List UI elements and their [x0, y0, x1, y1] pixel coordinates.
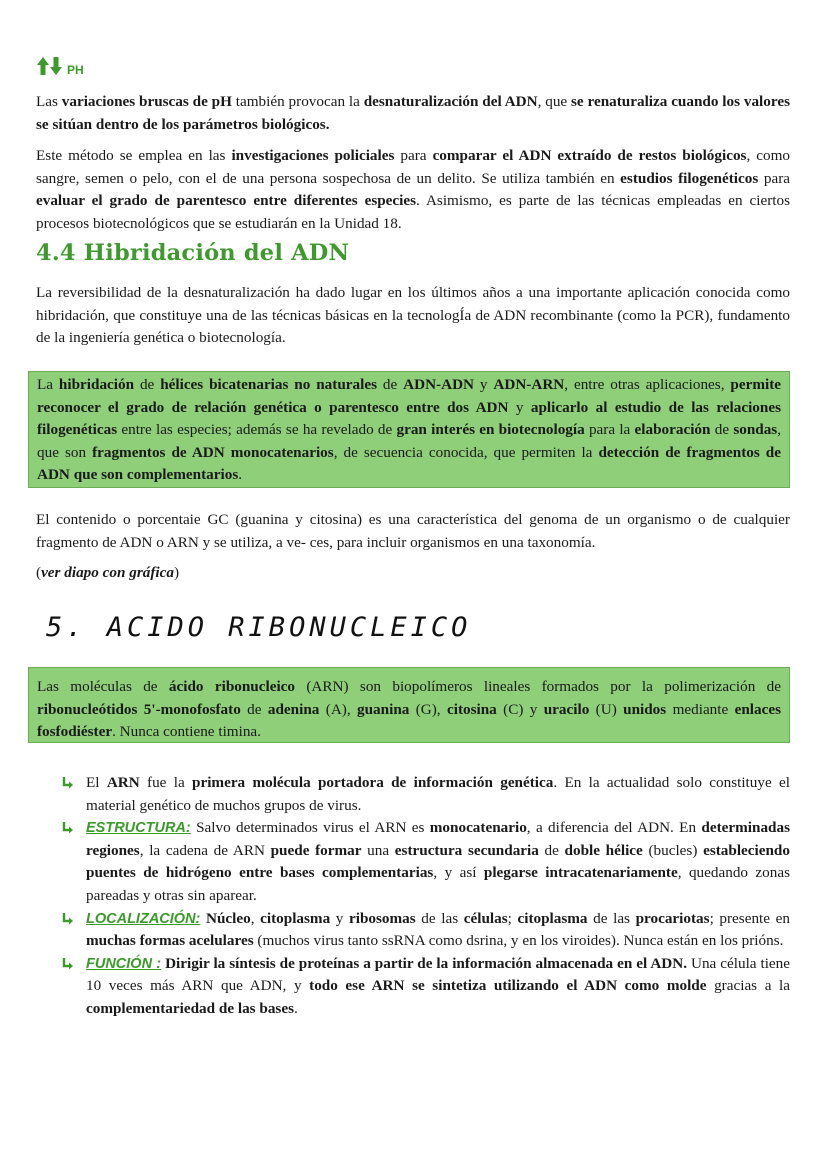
list-item: LOCALIZACIÓN: Núcleo, citoplasma y ribosomas de las células; citoplasma de las procariotas; presente en muchas formas acelulares (muchos virus tanto ssRNA como dsrina, y en los viroides). Nunca están en los prións.: [60, 908, 790, 953]
label-funcion: FUNCIÓN :: [86, 955, 162, 972]
label-localizacion: LOCALIZACIÓN:: [86, 910, 201, 927]
curved-arrow-icon: [60, 776, 74, 790]
curved-arrow-icon: [60, 957, 74, 971]
label-estructura: ESTRUCTURA:: [86, 820, 191, 837]
ph-label: PH: [67, 63, 84, 77]
paragraph-hibridacion-intro: La reversibilidad de la desnaturalización ha dado lugar en los últimos años a una importante aplicación conocida como hibridación, que constituye una de las técnicas básicas en la tecnologÍa de ADN recombinante (como la PCR), fundamento de la ingeniería genética o biotecnología.: [36, 284, 790, 347]
paragraph-gc-content: El contenido o porcentaie GC (guanina y citosina) es una característica del genoma de un organismo o de cualquier fragmento de ADN o ARN y se utiliza, a ve- ces, para incluir organismos en una taxonomía.: [36, 511, 790, 551]
section-title-hibridacion: 4.4 Hibridación del ADN: [36, 240, 350, 266]
paragraph-see-slide: (ver diapo con gráfica): [36, 564, 179, 581]
list-item: ESTRUCTURA: Salvo determinados virus el ARN es monocatenario, a diferencia del ADN. En determinadas regiones, la cadena de ARN puede formar una estructura secundaria de doble hélice (bucles) estableciendo puentes de hidrógeno entre bases complementarias, y así plegarse intracatenariamente, quedando zonas pareadas y otras sin aparear.: [60, 817, 790, 907]
ph-heading: [36, 56, 84, 76]
curved-arrow-icon: [60, 912, 74, 926]
paragraph-ph: Las variaciones bruscas de pH también provocan la desnaturalización del ADN, que se renaturaliza cuando los valores se sitúan dentro de los parámetros biológicos.: [36, 93, 790, 133]
section-title-arn: 5. ACIDO RIBONUCLEICO: [46, 612, 472, 643]
curved-arrow-icon: [60, 821, 74, 835]
highlight-text-hibridacion: La hibridación de hélices bicatenarias no naturales de ADN-ADN y ADN-ARN, entre otras aplicaciones, permite reconocer el grado de relación genética o parentesco entre dos ADN y aplicarlo al estudio de las relaciones filogenéticas entre las especies; además se ha revelado de gran interés en biotecnología para la elaboración de sondas, que son fragmentos de ADN monocatenarios, de secuencia conocida, que permiten la detección de fragmentos de ADN que son complementarios.: [37, 376, 782, 484]
highlight-box-arn: [28, 667, 790, 743]
highlight-box-hibridacion: [28, 371, 790, 488]
list-item: El ARN fue la primera molécula portadora de información genética. En la actualidad solo constituye el material genético de muchos grupos de virus.: [60, 772, 790, 817]
highlight-text-arn: Las moléculas de ácido ribonucleico (ARN) son biopolímeros lineales formados por la polimerización de ribonucleótidos 5'-monofosfato de adenina (A), guanina (G), citosina (C) y uracilo (U) unidos mediante enlaces fosfodiéster. Nunca contiene timina.: [37, 678, 782, 741]
paragraph-forensics: Este método se emplea en las investigaciones policiales para comparar el ADN extraído de restos biológicos, como sangre, semen o pelo, con el de una persona sospechosa de un delito. Se utiliza también en estudios filogenéticos para evaluar el grado de parentesco entre diferentes especies. Asimismo, es parte de las técnicas empleadas en ciertos procesos biotecnológicos que se estudiarán en la Unidad 18.: [36, 147, 790, 232]
list-item: FUNCIÓN : Dirigir la síntesis de proteínas a partir de la información almacenada en el ADN. Una célula tiene 10 veces más ARN que ADN, y todo ese ARN se sintetiza utilizando el ADN como molde gracias a la complementariedad de las bases.: [60, 953, 790, 1021]
arn-bullet-list: [60, 772, 790, 1021]
up-down-arrows-icon: [36, 56, 66, 76]
